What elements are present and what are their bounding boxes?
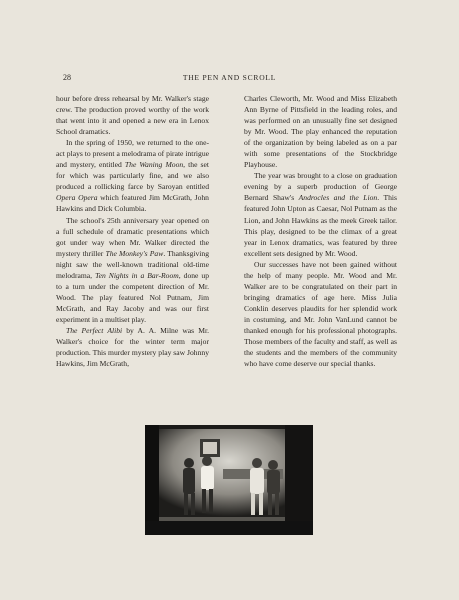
page-number: 28: [63, 73, 71, 82]
text-run: by A. A. Milne was Mr. Walker's choice for the winter term major production. This murder mystery play saw Johnny Hawkins, Jim McGrath,: [56, 325, 209, 369]
paragraph: [56, 93, 209, 137]
text-run: which featured Jim McGrath, John Hawkins and Dick Columbia.: [56, 193, 209, 214]
text-run: hour before dress rehearsal by Mr. Walker's stage crew. The production proved worthy of the work that went into it and opened a new era in Lenox School dramatics.: [56, 94, 209, 137]
paragraph: [56, 325, 209, 369]
text-run: Charles Cleworth, Mr. Wood and Miss Elizabeth Ann Byrne of Pittsfield in the leading roles, and was performed on an unusually fine set designed by Mr. Wood. The play enhanced the reputation of the organization by being labeled as on a par with some presentations of the Stockbridge Playhouse.: [244, 94, 397, 170]
italic-title: The Monkey's Paw: [105, 248, 164, 258]
text-run: Our successes have not been gained without the help of many people. Mr. Wood and Mr. Walker are to be congratulated on their part in bringing dramatics of age here. Miss Julia Conklin deserves plaudits for her splendid work in costuming, and Mr. John VanLund cannot be thanked enough for his professional photographs. Those members of the faculty and staff, as well as the students and the members of the community who have come deserve our special thanks.: [244, 259, 397, 369]
paragraph: [56, 137, 209, 214]
italic-title: The Perfect Alibi: [66, 325, 123, 335]
right-column: [244, 93, 397, 369]
text-run: , done up to a turn under the competent direction of Mr. Wood. The play featured Nol Putnam, Jim McGrath, and Ray Jacoby and was our first experiment in a multiset play.: [56, 270, 209, 324]
left-column: [56, 93, 209, 369]
text-run: . Thanksgiving night saw the well-known traditional old-time melodrama,: [56, 248, 209, 280]
text-run: , the set for which was particularly fine, and we also produced a rollicking farce by Saroyan entitled: [56, 160, 209, 192]
paragraph: [244, 259, 397, 369]
italic-title: Androcles and the Lion: [298, 193, 378, 203]
running-title: THE PEN AND SCROLL: [182, 73, 277, 82]
paragraph: [56, 215, 209, 325]
italic-title: The Waning Moon: [124, 160, 184, 170]
text-run: The year was brought to a close on graduation evening by a superb production of George Bernard Shaw's: [244, 171, 397, 203]
text-run: The school's 25th anniversary year opened on a full schedule of dramatic presentations which got under way when Mr. Walker directed the mystery thriller: [56, 215, 209, 258]
italic-title: Ten Nights in a Bar-Room: [95, 270, 179, 280]
paragraph: [244, 93, 397, 170]
text-run: In the spring of 1950, we returned to the one-act plays to present a melodrama of pirate intrigue and mystery, entitled: [56, 138, 209, 170]
text-run: . This featured John Upton as Caesar, Nol Putnam as the Lion, and John Hawkins as the meek Greek tailor. This play, designed to be the climax of a great year in Lenox dramatics, was featured by three excellent sets designed by Mr. Wood.: [244, 193, 397, 258]
italic-title: Opera Opera: [56, 193, 98, 203]
stage-photograph: [145, 425, 313, 535]
paragraph: [244, 170, 397, 258]
